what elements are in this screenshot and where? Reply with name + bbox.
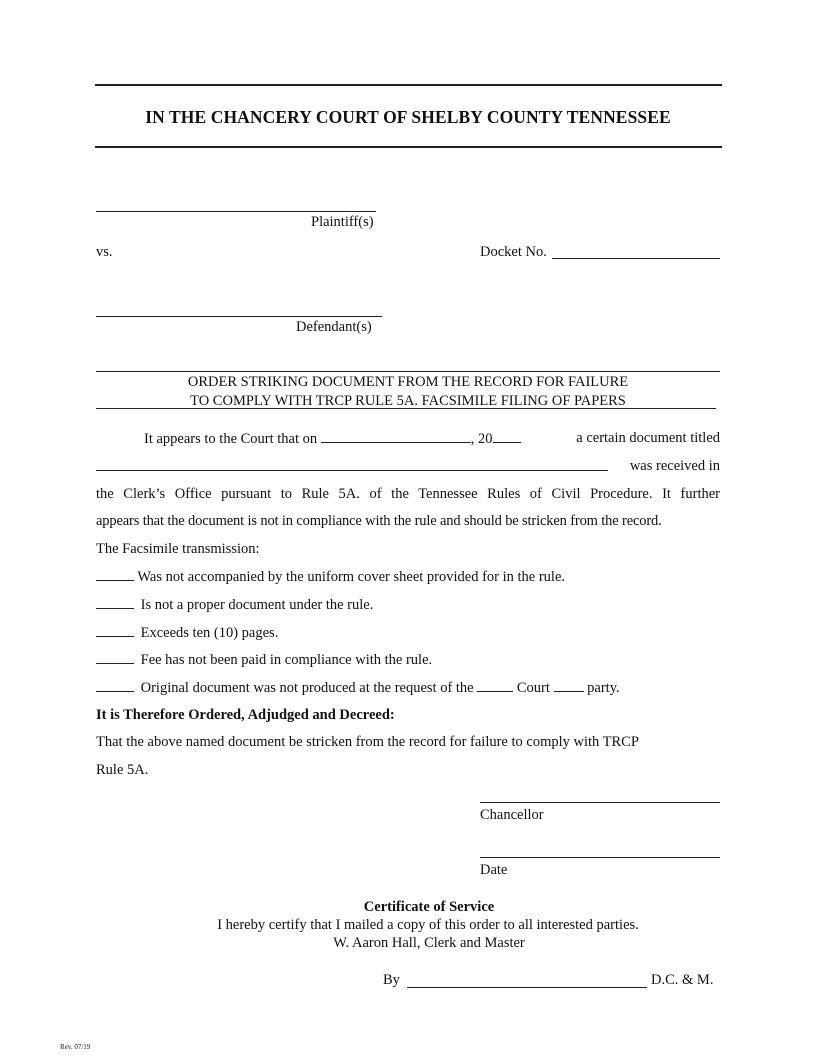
body-line-5: The Facsimile transmission: xyxy=(96,541,260,557)
body-text-1c: a certain document titled xyxy=(576,430,720,446)
certificate-heading: Certificate of Service xyxy=(363,899,495,915)
plaintiff-label: Plaintiff(s) xyxy=(311,214,374,230)
checklist-party-label: party. xyxy=(587,680,620,696)
order-title-bottom-rule xyxy=(96,408,716,409)
certificate-line-2: W. Aaron Hall, Clerk and Master xyxy=(333,935,525,951)
plaintiff-name-line[interactable] xyxy=(96,211,376,212)
year-blank[interactable] xyxy=(493,430,521,443)
by-label: By xyxy=(383,972,400,988)
document-title-blank[interactable] xyxy=(96,458,608,471)
decree-line-2: Rule 5A. xyxy=(96,762,149,778)
checklist-item xyxy=(96,596,720,614)
docket-number-line[interactable] xyxy=(552,258,720,259)
checklist-court-label: Court xyxy=(516,680,550,696)
body-text-1a: It appears to the Court that on xyxy=(144,431,318,447)
deputy-clerk-signature-line[interactable] xyxy=(407,987,647,988)
checkbox-blank[interactable] xyxy=(96,624,134,637)
checklist-item xyxy=(96,679,720,697)
checklist-item-label: Was not accompanied by the uniform cover sheet provided for in the rule. xyxy=(137,569,566,585)
court-title: IN THE CHANCERY COURT OF SHELBY COUNTY TENNESSEE xyxy=(145,107,671,127)
certificate-line-1: I hereby certify that I mailed a copy of this order to all interested parties. xyxy=(217,917,639,933)
checkbox-blank[interactable] xyxy=(96,651,134,664)
vs-label: vs. xyxy=(96,244,113,260)
body-line-3: the Clerk’s Office pursuant to Rule 5A. of the Tennessee Rules of Civil Procedure. It further xyxy=(96,486,720,502)
date-signature-line[interactable] xyxy=(480,857,720,858)
date-label: Date xyxy=(480,862,508,878)
date-blank[interactable] xyxy=(321,430,471,443)
checkbox-blank[interactable] xyxy=(96,679,134,692)
checklist-item-label: Original document was not produced at the request of the xyxy=(140,680,474,696)
header-bottom-rule xyxy=(95,146,722,148)
checklist-item xyxy=(96,568,720,586)
order-title-line2: TO COMPLY WITH TRCP RULE 5A. FACSIMILE FILING OF PAPERS xyxy=(190,393,626,409)
decree-heading: It is Therefore Ordered, Adjudged and Decreed: xyxy=(96,707,395,723)
order-title-top-rule xyxy=(96,371,720,372)
defendant-name-line[interactable] xyxy=(96,316,382,317)
decree-line-1: That the above named document be stricken from the record for failure to comply with TRCP xyxy=(96,734,639,750)
court-blank[interactable] xyxy=(477,679,513,692)
checklist-item xyxy=(96,651,720,669)
chancellor-label: Chancellor xyxy=(480,807,544,823)
body-text-2: was received in xyxy=(629,458,720,474)
checkbox-blank[interactable] xyxy=(96,596,134,609)
defendant-label: Defendant(s) xyxy=(296,319,372,335)
revision-label: Rev. 07/19 xyxy=(60,1043,91,1051)
body-line-4: appears that the document is not in compliance with the rule and should be stricken from the record. xyxy=(96,513,662,529)
checklist-item-label: Is not a proper document under the rule. xyxy=(140,597,374,613)
chancellor-signature-line[interactable] xyxy=(480,802,720,803)
order-title-line1: ORDER STRIKING DOCUMENT FROM THE RECORD FOR FAILURE xyxy=(187,374,629,390)
checklist-item xyxy=(96,624,720,642)
header-top-rule xyxy=(95,84,722,86)
party-blank[interactable] xyxy=(554,679,584,692)
body-line-2 xyxy=(96,458,720,476)
checklist-item-label: Fee has not been paid in compliance with the rule. xyxy=(140,652,433,668)
body-text-1b: , 20 xyxy=(470,431,493,447)
checklist-item-label: Exceeds ten (10) pages. xyxy=(140,625,279,641)
dcm-label: D.C. & M. xyxy=(651,972,714,988)
body-line-1 xyxy=(96,430,720,448)
docket-label: Docket No. xyxy=(480,244,547,260)
checkbox-blank[interactable] xyxy=(96,568,134,581)
